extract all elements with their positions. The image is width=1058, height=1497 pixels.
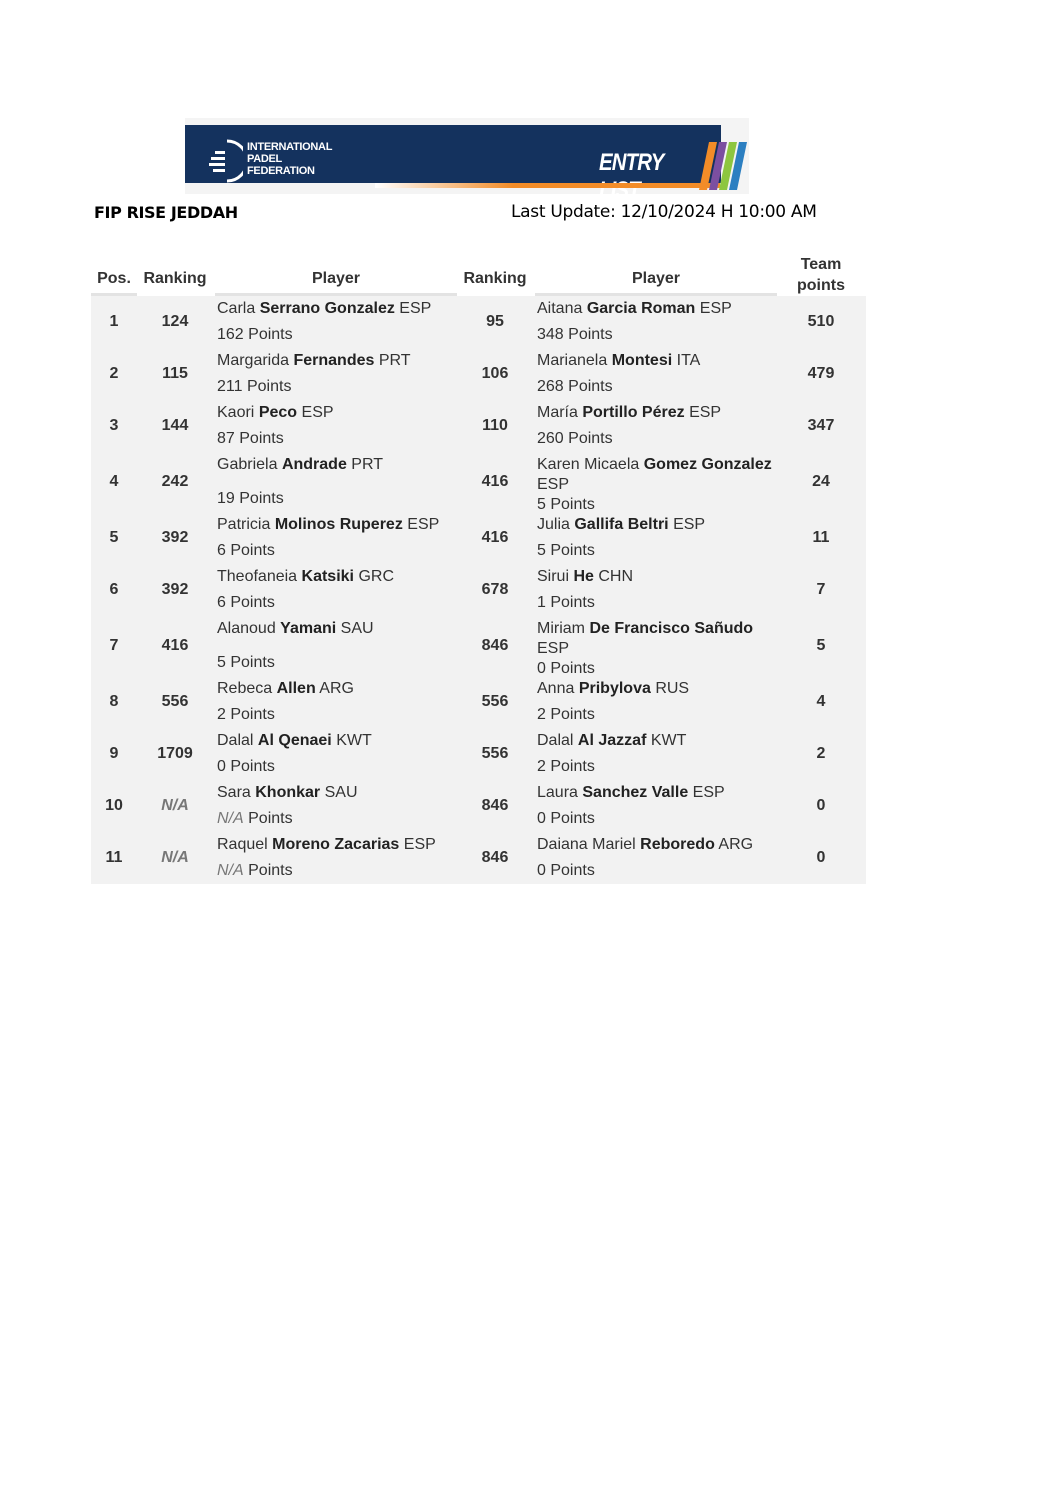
player-points: 19 Points [217, 490, 284, 507]
header-player-2: Player [631, 270, 681, 287]
player-cell [217, 400, 457, 452]
player-cell [537, 348, 777, 400]
player-name: Alanoud Yamani SAU [217, 620, 374, 637]
player-name: María Portillo Pérez ESP [537, 404, 722, 421]
ranking-cell: N/A [161, 849, 189, 866]
pos-cell: 10 [105, 797, 123, 814]
player-name: Margarida Fernandes PRT [217, 352, 411, 369]
player-name: Raquel Moreno Zacarias ESP [217, 836, 436, 853]
header-ranking-2: Ranking [463, 270, 527, 287]
banner-band [185, 125, 721, 183]
team-points-cell: 11 [812, 529, 830, 546]
team-points-cell: 2 [816, 745, 826, 762]
ranking-cell: N/A [161, 797, 189, 814]
pos-cell: 4 [109, 473, 119, 490]
pos-cell: 3 [109, 417, 119, 434]
player-cell [217, 564, 457, 616]
player-points: 5 Points [537, 496, 595, 513]
header-ranking-1: Ranking [143, 270, 207, 287]
team-points-cell: 0 [816, 797, 826, 814]
pos-cell: 1 [109, 313, 119, 330]
table-body [91, 296, 866, 884]
player-points: 5 Points [537, 542, 595, 559]
player-cell [537, 512, 777, 564]
table-row [91, 348, 866, 400]
player-points: 260 Points [537, 430, 613, 447]
ranking-cell: 846 [481, 637, 509, 654]
player-cell [217, 348, 457, 400]
player-name: Karen Micaela Gomez Gonzalez ESP [537, 456, 772, 493]
ranking-cell: 392 [161, 529, 189, 546]
player-points: 0 Points [537, 862, 595, 879]
table-row [91, 616, 866, 676]
player-points: 2 Points [537, 758, 595, 775]
table-row [91, 512, 866, 564]
player-cell [537, 564, 777, 616]
player-name: Marianela Montesi ITA [537, 352, 701, 369]
player-name: Miriam De Francisco Sañudo ESP [537, 620, 754, 657]
player-points: 2 Points [537, 706, 595, 723]
player-name: Dalal Al Qenaei KWT [217, 732, 372, 749]
ranking-cell: 124 [161, 313, 189, 330]
player-name: Gabriela Andrade PRT [217, 456, 384, 473]
player-cell [537, 832, 777, 884]
team-points-cell: 7 [816, 581, 826, 598]
player-name: Sara Khonkar SAU [217, 784, 358, 801]
team-points-cell: 510 [807, 313, 835, 330]
ranking-cell: 242 [161, 473, 189, 490]
player-points: 5 Points [217, 654, 275, 671]
player-name: Anna Pribylova RUS [537, 680, 690, 697]
table-row [91, 676, 866, 728]
player-points: 162 Points [217, 326, 293, 343]
player-name: Laura Sanchez Valle ESP [537, 784, 725, 801]
player-name: Aitana Garcia Roman ESP [537, 300, 732, 317]
pos-cell: 5 [109, 529, 119, 546]
player-cell [217, 780, 457, 832]
player-cell [217, 676, 457, 728]
entry-list-banner [185, 118, 749, 194]
last-update: Last Update: 12/10/2024 H 10:00 AM [511, 202, 817, 222]
banner-stripes-icon [695, 138, 749, 194]
ranking-cell: 678 [481, 581, 509, 598]
player-name: Rebeca Allen ARG [217, 680, 354, 697]
player-cell [537, 400, 777, 452]
player-points: 1 Points [537, 594, 595, 611]
team-points-cell: 0 [816, 849, 826, 866]
table-row [91, 728, 866, 780]
ranking-cell: 846 [481, 849, 509, 866]
player-cell [217, 512, 457, 564]
player-cell [537, 616, 777, 676]
player-points: 0 Points [217, 758, 275, 775]
fip-logo-text: INTERNATIONAL PADEL FEDERATION [247, 141, 333, 177]
player-points: 6 Points [217, 542, 275, 559]
player-points: 6 Points [217, 594, 275, 611]
player-name: Kaori Peco ESP [217, 404, 334, 421]
player-cell [217, 728, 457, 780]
ranking-cell: 416 [481, 473, 509, 490]
header-player-1: Player [311, 270, 361, 287]
header-pos: Pos. [97, 270, 131, 287]
team-points-cell: 479 [807, 365, 835, 382]
table-row [91, 400, 866, 452]
ranking-cell: 556 [481, 745, 509, 762]
player-cell [217, 296, 457, 348]
player-points: 211 Points [217, 378, 292, 395]
table-row [91, 452, 866, 512]
header-team-points: Team points [797, 256, 845, 294]
player-name: Sirui He CHN [537, 568, 634, 585]
pos-cell: 11 [105, 849, 123, 866]
fip-logo-icon [207, 139, 243, 183]
player-points: N/A Points [217, 862, 293, 879]
pos-cell: 6 [109, 581, 119, 598]
table-row [91, 832, 866, 884]
team-points-cell: 24 [812, 473, 830, 490]
ranking-cell: 416 [161, 637, 189, 654]
ranking-cell: 106 [481, 365, 509, 382]
player-cell [217, 616, 457, 676]
player-name: Daiana Mariel Reboredo ARG [537, 836, 754, 853]
player-cell [537, 296, 777, 348]
ranking-cell: 416 [481, 529, 509, 546]
table-header [91, 250, 866, 296]
ranking-cell: 556 [161, 693, 189, 710]
entry-table [91, 250, 866, 884]
event-title: FIP RISE JEDDAH [94, 203, 238, 222]
player-cell [217, 832, 457, 884]
player-cell [537, 728, 777, 780]
player-points: N/A Points [217, 810, 293, 827]
team-points-cell: 347 [807, 417, 835, 434]
player-points: 2 Points [217, 706, 275, 723]
player-points: 0 Points [537, 660, 595, 677]
ranking-cell: 95 [486, 313, 504, 330]
ranking-cell: 392 [161, 581, 189, 598]
player-points: 87 Points [217, 430, 284, 447]
player-cell [537, 780, 777, 832]
ranking-cell: 556 [481, 693, 509, 710]
player-cell [217, 452, 457, 512]
entry-list-label: ENTRY [599, 149, 664, 176]
player-points: 268 Points [537, 378, 613, 395]
player-cell [537, 676, 777, 728]
pos-cell: 7 [109, 637, 119, 654]
ranking-cell: 1709 [157, 745, 193, 762]
table-row [91, 780, 866, 832]
player-name: Patricia Molinos Ruperez ESP [217, 516, 440, 533]
player-cell [537, 452, 777, 512]
ranking-cell: 846 [481, 797, 509, 814]
player-points: 0 Points [537, 810, 595, 827]
pos-cell: 8 [109, 693, 119, 710]
player-name: Theofaneia Katsiki GRC [217, 568, 394, 585]
table-row [91, 296, 866, 348]
pos-cell: 2 [109, 365, 119, 382]
table-row [91, 564, 866, 616]
ranking-cell: 110 [482, 417, 508, 434]
player-points: 348 Points [537, 326, 613, 343]
ranking-cell: 144 [161, 417, 189, 434]
ranking-cell: 115 [162, 365, 188, 382]
banner-orange-bar [375, 183, 720, 188]
team-points-cell: 5 [816, 637, 826, 654]
player-name: Julia Gallifa Beltri ESP [537, 516, 706, 533]
team-points-cell: 4 [816, 693, 826, 710]
player-name: Carla Serrano Gonzalez ESP [217, 300, 432, 317]
pos-cell: 9 [109, 745, 119, 762]
player-name: Dalal Al Jazzaf KWT [537, 732, 687, 749]
